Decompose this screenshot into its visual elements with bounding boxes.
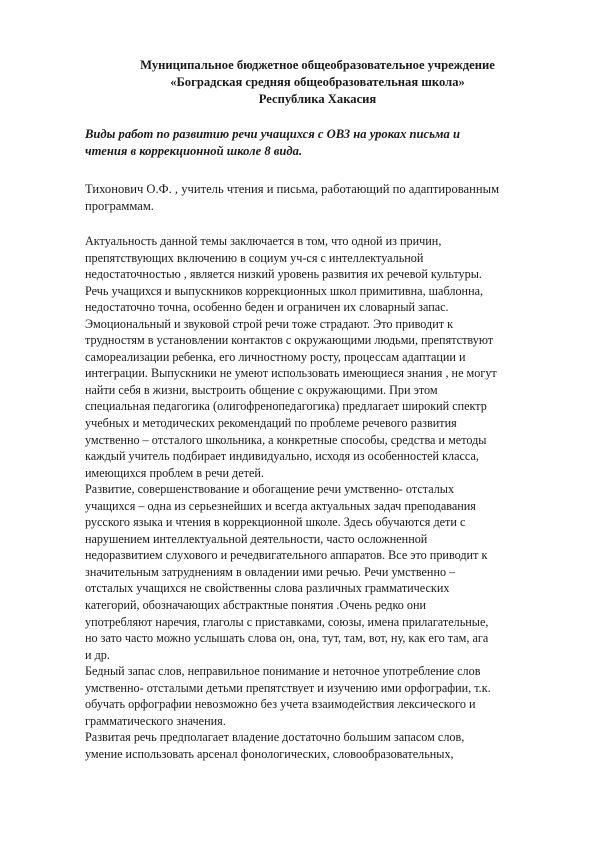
text-line: самореализации ребенка, его личностному росту, процессам адаптации и	[85, 349, 466, 364]
title-line: чтения в коррекционной школе 8 вида.	[85, 144, 303, 158]
text-line: Развитая речь предполагает владение достаточно большим запасом слов,	[85, 730, 465, 745]
text-line: Развитие, совершенствование и обогащение речи умственно- отсталых	[85, 482, 455, 497]
text-line: грамматического значения.	[85, 713, 226, 728]
institution-header	[60, 57, 575, 108]
text-line: недостаточностью , является низкий уровень развития их речевой культуры.	[85, 267, 482, 282]
text-line: Актуальность данной темы заключается в том, что одной из причин,	[85, 234, 442, 248]
text-line: употребляют наречия, глаголы с приставками, союзы, имена прилагательные,	[85, 614, 489, 629]
republic-name: Республика Хакасия	[258, 92, 377, 106]
text-line: категорий, обозначающих абстрактные понятия .Очень редко они	[85, 598, 427, 613]
text-line: интеграции. Выпускники не умеют использовать имеющиеся знания , не могут	[85, 366, 497, 381]
author-line: Тихонович О.Ф. , учитель чтения и письма, работающий по адаптированным	[85, 182, 500, 196]
text-line: имеющихся проблем в речи детей.	[85, 465, 264, 480]
document-title	[85, 126, 565, 160]
text-line: умение использовать арсенал фонологических, словообразовательных,	[85, 746, 454, 761]
author-info	[85, 181, 565, 215]
text-line: русского языка и чтения в коррекционной школе. Здесь обучаются дети с	[85, 515, 466, 530]
school-name: «Боградская средняя общеобразовательная школа»	[170, 75, 465, 89]
text-line: но зато часто можно услышать слова он, она, тут, там, вот, ну, как его там, ага	[85, 631, 489, 646]
text-line: Эмоциональный и звуковой строй речи тоже страдают. Это приводит к	[85, 316, 454, 331]
body-text	[85, 233, 565, 763]
text-line: найти себя в жизни, выстроить общение с окружающими. При этом	[85, 382, 438, 397]
text-line: препятствующих включению в социум уч-ся с интеллектуальной	[85, 250, 424, 265]
text-line: специальная педагогика (олигофренопедагогика) предлагает широкий спектр	[85, 399, 487, 414]
text-line: умственно – отсталого школьника, а конкретные способы, средства и методы	[85, 432, 487, 447]
author-line: программам.	[85, 199, 154, 213]
text-line: и др.	[85, 647, 110, 662]
text-line: значительным затруднениям в овладении ими речью. Речи умственно –	[85, 564, 456, 579]
text-line: каждый учитель подбирает индивидуально, исходя из особенностей класса,	[85, 449, 479, 464]
text-line: недоразвитием слухового и речедвигательного аппаратов. Все это приводит к	[85, 548, 488, 563]
text-line: учащихся – одна из серьезнейших и всегда актуальных задач преподавания	[85, 498, 476, 513]
text-line: недостаточно точна, особенно беден и ограничен их словарный запас.	[85, 300, 449, 315]
text-line: обучать орфографии невозможно без учета взаимодействия лексического и	[85, 697, 476, 712]
text-line: трудностям в установлении контактов с окружающими людьми, препятствуют	[85, 333, 494, 348]
title-line: Виды работ по развитию речи учащихся с ОВЗ на уроках письма и	[85, 127, 460, 141]
text-line: учебных и методических рекомендаций по проблеме речевого развития	[85, 416, 457, 431]
text-line: нарушением интеллектуальной деятельности, часто осложненной	[85, 531, 428, 546]
text-line: умственно- отсталыми детьми препятствует и изучению ими орфографии, т.к.	[85, 680, 491, 695]
text-line: отсталых учащихся не свойственны слова различных грамматических	[85, 581, 450, 596]
text-line: Речь учащихся и выпускников коррекционных школ примитивна, шаблонна,	[85, 283, 484, 298]
text-line: Бедный запас слов, неправильное понимание и неточное употребление слов	[85, 664, 481, 679]
institution-type: Муниципальное бюджетное общеобразовательное учреждение	[140, 58, 495, 72]
